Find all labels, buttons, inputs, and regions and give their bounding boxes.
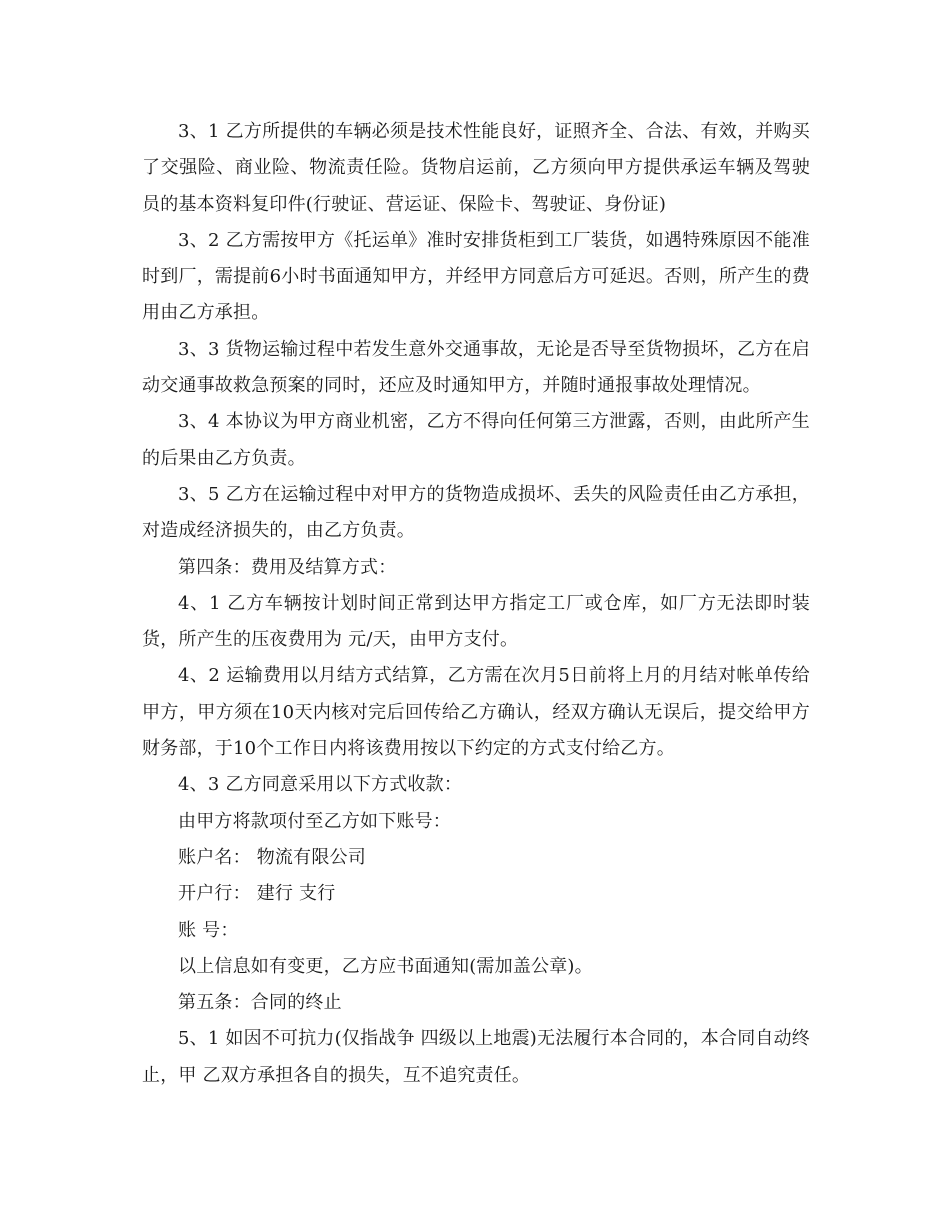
article-4-heading: 第四条：费用及结算方式： [178,556,397,578]
clause-3-4: 3、4 本协议为甲方商业机密，乙方不得向任何第三方泄露，否则，由此所产生的后果由乙方负责。 [142,411,810,469]
change-notice: 以上信息如有变更，乙方应书面通知(需加盖公章)。 [178,955,593,977]
clause-3-1: 3、1 乙方所提供的车辆必须是技术性能良好，证照齐全、合法、有效，并购买了交强险、商业险、物流责任险。货物启运前，乙方须向甲方提供承运车辆及驾驶员的基本资料复印件(行驶证、营运证、保险卡、驾驶证、身份证) [142,121,810,215]
account-number: 账 号： [178,919,239,941]
clause-4-3: 4、3 乙方同意采用以下方式收款： [178,774,463,796]
clause-3-5: 3、5 乙方在运输过程中对甲方的货物造成损坏、丢失的风险责任由乙方承担，对造成经济损失的，由乙方负责。 [142,483,810,542]
clause-4-2: 4、2 运输费用以月结方式结算，乙方需在次月5日前将上月的月结对帐单传给甲方，甲方须在10天内核对完后回传给乙方确认，经双方确认无误后，提交给甲方财务部，于10个工作日内将该费用按以下约定的方式支付给乙方。 [142,665,810,760]
clause-3-3: 3、3 货物运输过程中若发生意外交通事故，无论是否导至货物损坏，乙方在启动交通事故救急预案的同时，还应及时通知甲方，并随时通报事故处理情况。 [142,338,810,397]
payment-instruction: 由甲方将款项付至乙方如下账号： [178,810,451,832]
clause-4-1: 4、1 乙方车辆按计划时间正常到达甲方指定工厂或仓库，如厂方无法即时装货，所产生的压夜费用为 元/天，由甲方支付。 [142,592,810,651]
account-name: 账户名： 物流有限公司 [178,846,366,868]
bank-branch: 开户行： 建行 支行 [178,883,336,905]
document-body [142,114,810,1094]
article-5-heading: 第五条：合同的终止 [178,992,342,1014]
clause-3-2: 3、2 乙方需按甲方《托运单》准时安排货柜到工厂装货，如遇特殊原因不能准时到厂，需提前6小时书面通知甲方，并经甲方同意后方可延迟。否则，所产生的费用由乙方承担。 [142,229,810,324]
clause-5-1: 5、1 如因不可抗力(仅指战争 四级以上地震)无法履行本合同的，本合同自动终止，甲 乙双方承担各自的损失，互不追究责任。 [142,1028,810,1086]
